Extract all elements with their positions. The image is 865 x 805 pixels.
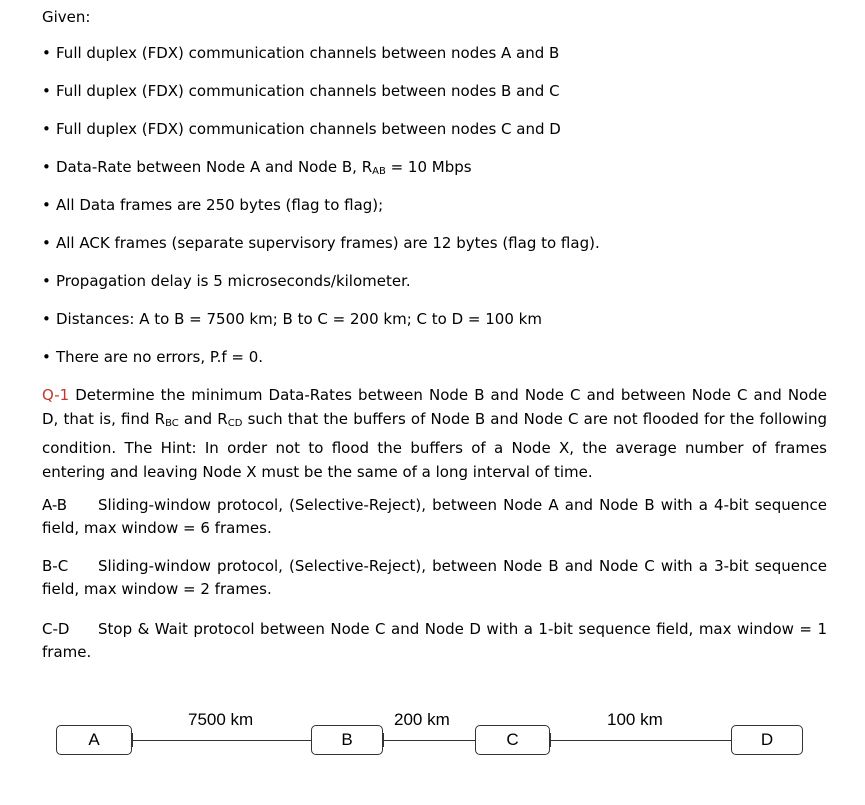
node-d: D [731,725,803,755]
protocol-cd: C-D Stop & Wait protocol between Node C and Node D with a 1-bit sequence field, max window = 1 frame. [42,620,827,661]
bullet-icon: • [42,120,51,138]
link-c-d [550,740,731,741]
list-item: • Data-Rate between Node A and Node B, $R_{AB} = 10$ Mbps [42,158,472,177]
link-a-b [132,740,311,741]
list-item: • Full duplex (FDX) communication channels between nodes C and D [42,120,561,138]
given-list [42,42,600,384]
bullet-icon: • [42,348,51,366]
node-a: A [56,725,132,755]
bullet-icon: • [42,158,51,176]
protocol-ab: A-B Sliding-window protocol, (Selective-Reject), between Node A and Node B with a 4-bit sequence field, max window = 6 frames. [42,496,827,537]
given-heading: Given: [42,8,91,26]
protocol-label: B-C [42,557,69,575]
bullet-icon: • [42,272,51,290]
question-label: Q-1 [42,386,70,404]
node-b: B [311,725,383,755]
link-tick [383,733,384,747]
bullet-icon: • [42,310,51,328]
protocol-label: C-D [42,620,70,638]
list-item: • Propagation delay is 5 microseconds/kilometer. [42,272,411,290]
link-b-c [383,740,475,741]
list-item: • Full duplex (FDX) communication channels between nodes A and B [42,44,560,62]
link-tick [731,733,732,747]
list-item: • Distances: A to B = 7500 km; B to C = 200 km; C to D = 100 km [42,310,542,328]
node-c: C [475,725,550,755]
list-item: • Full duplex (FDX) communication channels between nodes B and C [42,82,560,100]
link-tick [311,733,312,747]
protocol-bc: B-C Sliding-window protocol, (Selective-Reject), between Node B and Node C with a 3-bit sequence field, max window = 2 frames. [42,557,827,598]
link-tick [132,733,133,747]
distance-label-cd: 100 km [607,710,663,729]
link-tick [550,733,551,747]
protocol-label: A-B [42,496,68,514]
distance-label-ab: 7500 km [188,710,254,729]
list-item: • All ACK frames (separate supervisory frames) are 12 bytes (flag to flag). [42,234,600,252]
list-item: • All Data frames are 250 bytes (flag to flag); [42,196,384,214]
list-item: • There are no errors, P.f = 0. [42,348,264,366]
distance-label-bc: 200 km [394,710,450,729]
bullet-icon: • [42,44,51,62]
question-paragraph: Q-1 Determine the minimum Data-Rates between Node B and Node C and between Node C and Node D, that is, find $R_{BC}$ and $R_{CD}$ such that the buffers of Node B and Node C are not flooded for the following condition. The Hint: In order not to flood the buffers of a Node X, the average number of frames entering and leaving Node X must be the same of a long interval of time. [42,386,827,481]
bullet-icon: • [42,196,51,214]
bullet-icon: • [42,82,51,100]
link-tick [475,733,476,747]
bullet-icon: • [42,234,51,252]
